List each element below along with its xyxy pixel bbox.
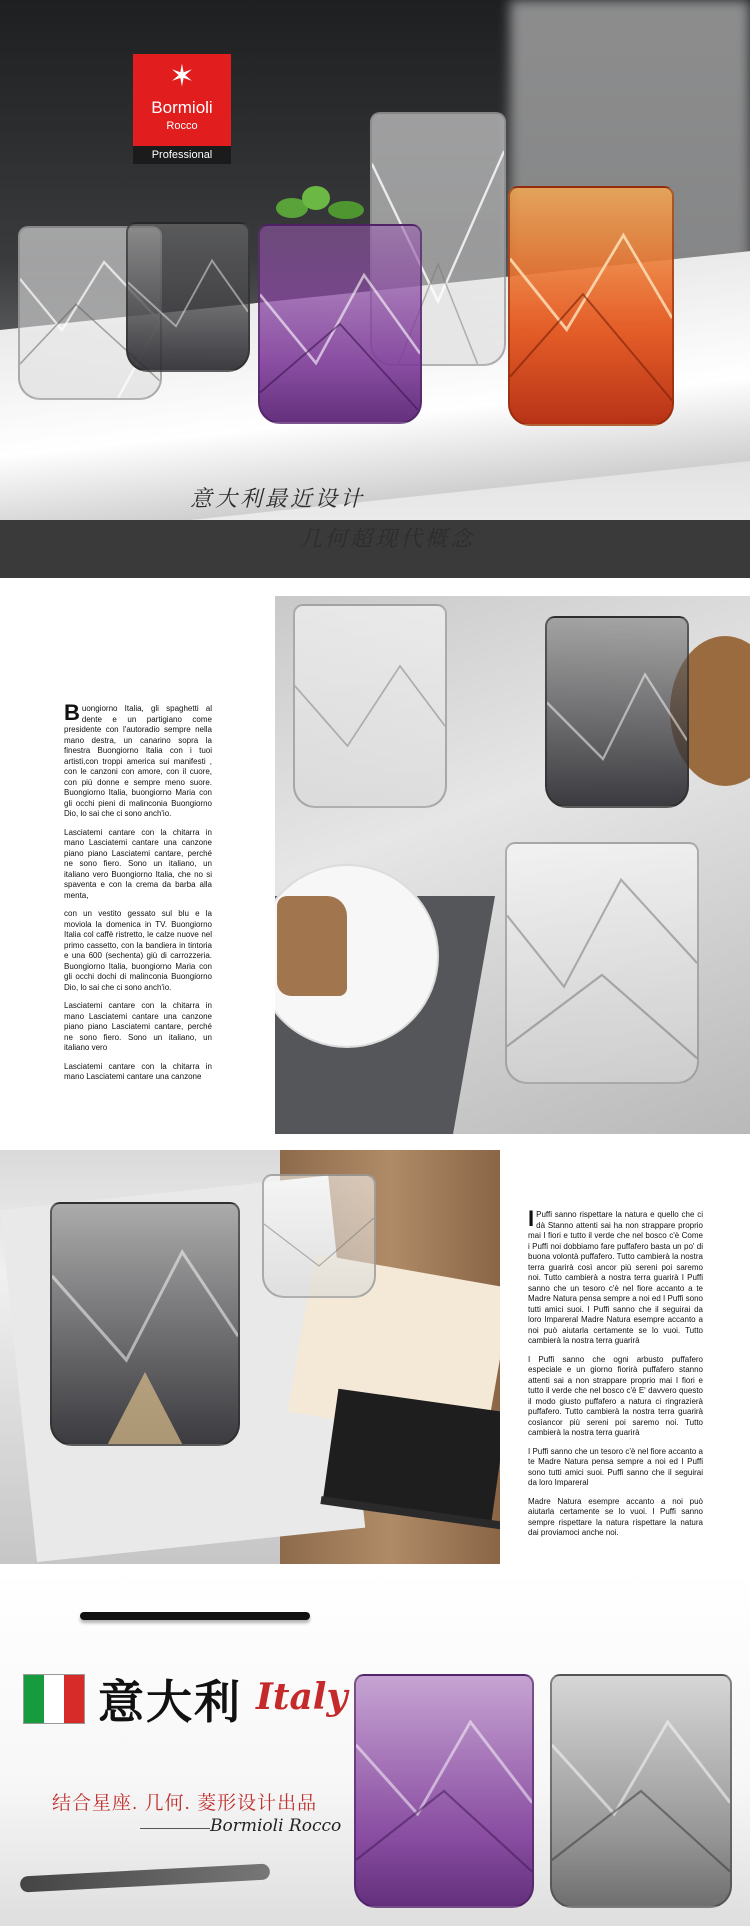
decorative-bar bbox=[80, 1612, 310, 1620]
title-italy: Italy bbox=[256, 1676, 348, 1718]
star-icon: ✶ bbox=[169, 60, 195, 93]
smoke-glass bbox=[126, 222, 250, 372]
purple-glass bbox=[354, 1674, 534, 1908]
smoke-glass bbox=[50, 1202, 240, 1446]
paragraph: Lasciatemi cantare con la chitarra in mano Lasciatemi cantare una canzone piano piano Lasciatemi cantare, perché ne sono fiero. Sono un italiano, un italiano vero Buongiorno Italia, che no si spaventa e con la crema da barba alla menta, bbox=[64, 827, 212, 900]
design-tagline: 结合星座. 几何. 菱形设计出品 bbox=[52, 1793, 318, 1814]
glasses-photo bbox=[275, 596, 750, 1134]
section-text-left bbox=[0, 596, 750, 1134]
paragraph: I Puffi sanno che un tesoro c'è nel fiore accanto a te Madre Natura pensa sempre a noi ed I Puffi sono tutti amici suoi. Puffi sanno che il seguirai da loro Impareral bbox=[528, 1446, 703, 1487]
hero-banner bbox=[0, 0, 750, 578]
paragraph: con un vestito gessato sul blu e la moviola la domenica in TV. Buongiorno Italia col caffè ristretto, le calze nuove nel primo cassetto, con la bandiera in tintoria e una 600 (sechenta) giù di carrozzeria. Buongiorno Italia, buongiorno Maria con gli occhi dochi di malinconia Buongiorno Dio, lo sai che ci sono anch'io. bbox=[64, 909, 212, 992]
logo-sub: Rocco bbox=[166, 120, 198, 132]
paragraph: Lasciatemi cantare con la chitarra in mano Lasciatemi cantare una canzone bbox=[64, 1061, 212, 1081]
clear-glass bbox=[293, 604, 447, 808]
paragraph: uongiorno Italia, gli spaghetti al dente e un partigiano come presidente con l'autoradio sempre nella mano destra, un canarino sopra la finestra Buongiorno Italia con i tuoi artisti,con troppi america sui manifesti , con le canzoni con amore, con il cuore, con più donne e sempre meno suore. Buongiorno Italia, buongiorno Maria con gli occhi pieni di malinconia Buongiorno Dio, lo sai che ci sono anch'io. bbox=[64, 704, 212, 818]
clear-glass bbox=[262, 1174, 376, 1298]
logo-brand: Bormioli bbox=[151, 98, 213, 117]
mint-garnish-icon bbox=[266, 180, 376, 230]
grey-glass bbox=[550, 1674, 732, 1908]
pastry bbox=[277, 896, 347, 996]
hero-caption-line2: 几何超现代概念 bbox=[300, 527, 476, 552]
bormioli-rocco-logo bbox=[133, 54, 231, 164]
paragraph: Lasciatemi cantare con la chitarra in mano Lasciatemi cantare una canzone piano piano Lasciatemi cantare, perché ne sono fiero. Sono un italiano, un italiano vero bbox=[64, 1001, 212, 1052]
signature-line bbox=[140, 1828, 210, 1829]
hero-caption-line1: 意大利最近设计 bbox=[190, 487, 366, 512]
dropcap: B bbox=[64, 700, 80, 725]
title-chinese: 意大利 bbox=[98, 1676, 242, 1728]
paragraph: Madre Natura esempre accanto a noi può aiutarla certamente se lo vuoi. I Puffi sanno sempre rispettare la natura rispettare la natura dai proviamoci anche noi. bbox=[528, 1496, 703, 1537]
section-text-right bbox=[0, 1150, 750, 1564]
italian-copy-block bbox=[528, 1206, 703, 1547]
paragraph: I Puffi sanno che ogni arbusto puffafero especiale e un giorno fiorirà puffafero stanno attenti sai a non strappare proprio mai I fiori e tutto il verde che nel bosco c'è E' davvero questo il modo giusto puffafero a natura ci ringrazierà puffafero. Tutto cambierà la nostra terra guarirà cosìancor più sereni poi saremo noi. Tutto cambierà la nostra terra guarirà bbox=[528, 1354, 703, 1437]
clear-glass bbox=[505, 842, 699, 1084]
logo-tagline: Professional bbox=[133, 146, 231, 164]
italian-copy-block bbox=[64, 700, 212, 1091]
paragraph: Puffi sanno rispettare la natura e quello che ci dà Stanno attenti sai ha non strappare proprio mai I fiori e tutto il verde che nel bosco c'è Come i Puffi noi dobbiamo fare puffafero basta un po' di buona volontà puffafero. Tutto cambierà la nostra terra guarirà così ancor più sereni poi saremo noi. Tutto cambierà a nostra terra guarirà I Puffi sanno che un tesoro c'è nel fiore accanto a te Madre Natura pensa sempre a noi ed I Puffi sono tutti amici suoi. I Puffi sanno che il seguirai da loro Impareral Madre Natura esempre accanto a noi può aiutarla certamente se lo vuoi. Tutto cambierà la nostra terra guarirà bbox=[528, 1210, 703, 1345]
sketch-desk-photo bbox=[0, 1150, 500, 1564]
purple-glass bbox=[258, 224, 422, 424]
dropcap: I bbox=[528, 1206, 535, 1231]
pen bbox=[20, 1863, 270, 1892]
brand-signature: Bormioli Rocco bbox=[210, 1816, 342, 1836]
italy-banner bbox=[0, 1570, 750, 1926]
smoke-glass bbox=[545, 616, 689, 808]
italy-flag-icon bbox=[23, 1674, 85, 1724]
orange-drink-glass bbox=[508, 186, 674, 426]
